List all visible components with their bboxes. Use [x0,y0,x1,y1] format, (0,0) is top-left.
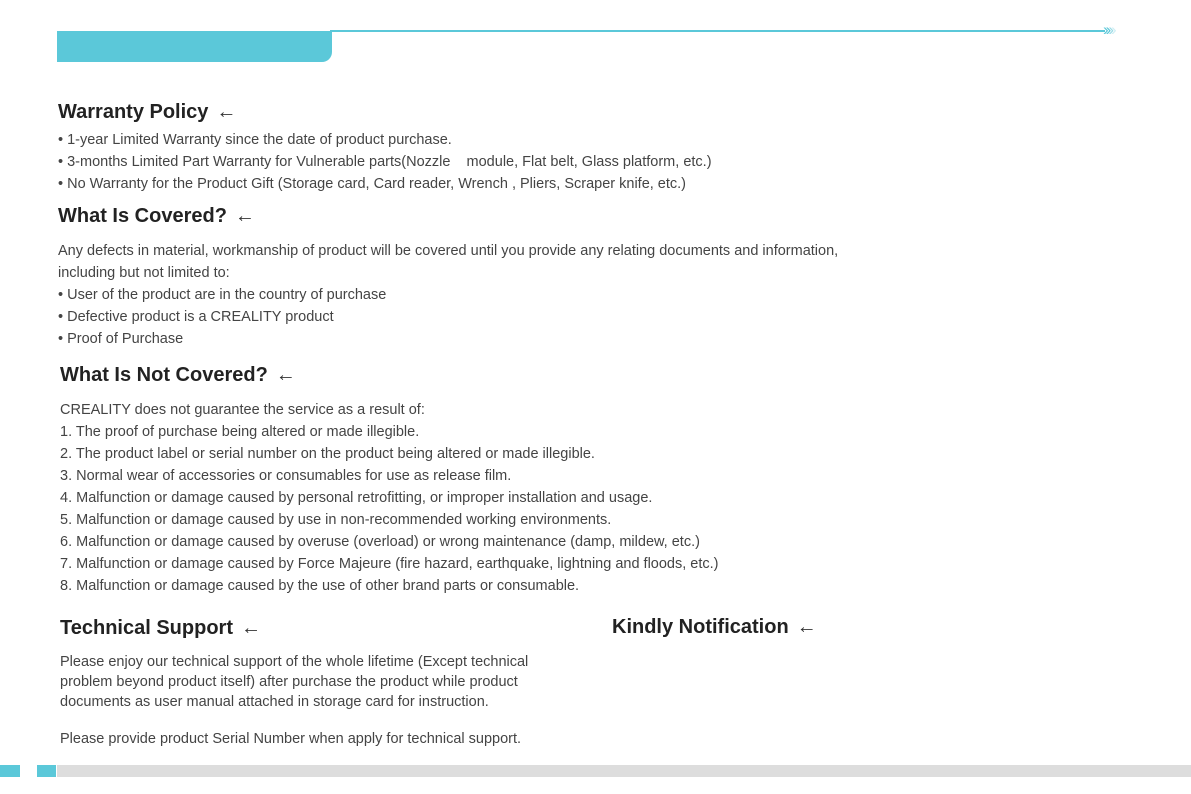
arrow-left-icon: ← [275,364,296,386]
text-line: documents as user manual attached in storage card for instruction. [60,694,489,710]
warranty-policy-heading [58,100,236,124]
list-item: • 1-year Limited Warranty since the date of product purchase. [58,132,452,148]
text-line: including but not limited to: [58,265,230,281]
what-is-not-covered-list [60,399,719,597]
list-item: 7. Malfunction or damage caused by Force Majeure (fire hazard, earthquake, lightning and floods, etc.) [60,556,719,572]
chevron-right-icon: › [1111,20,1114,39]
header-tab [57,31,332,62]
warranty-policy-list [58,129,712,195]
arrow-left-icon: ← [234,205,255,227]
what-is-not-covered-title: What Is Not Covered? [60,364,268,386]
technical-support-paragraph [60,652,528,712]
text-line: Any defects in material, workmanship of product will be covered until you provide any relating documents and information, [58,243,839,259]
arrow-left-icon: ← [796,616,817,638]
footer-accent-square [37,765,56,777]
header-rule [330,30,1105,32]
list-item: • Defective product is a CREALITY product [58,309,334,325]
text-line: Please enjoy our technical support of the whole lifetime (Except technical [60,654,529,670]
list-item: 3. Normal wear of accessories or consumables for use as release film. [60,468,512,484]
chevron-right-icon: › [1108,20,1112,39]
technical-support-serial-note [60,729,521,749]
what-is-covered-title: What Is Covered? [58,205,227,227]
kindly-notification-heading [612,615,817,639]
list-item: • Proof of Purchase [58,331,184,347]
technical-support-heading [60,616,261,640]
chevron-right-icon [1103,20,1114,40]
warranty-policy-title: Warranty Policy [58,101,209,123]
list-item: 8. Malfunction or damage caused by the use of other brand parts or consumable. [60,578,580,594]
what-is-not-covered-heading [60,363,296,387]
footer-bar [57,765,1191,777]
list-item: 6. Malfunction or damage caused by overuse (overload) or wrong maintenance (damp, mildew, etc.) [60,534,700,550]
kindly-notification-title: Kindly Notification [612,616,789,638]
list-item: • User of the product are in the country of purchase [58,287,387,303]
text-line: CREALITY does not guarantee the service as a result of: [60,402,425,418]
chevron-right-icon: › [1105,20,1109,39]
arrow-left-icon: ← [216,101,237,123]
what-is-covered-heading [58,204,255,228]
text-line: problem beyond product itself) after purchase the product while product [60,674,518,690]
text-line: Please provide product Serial Number when apply for technical support. [60,731,522,747]
what-is-covered-text [58,240,838,350]
list-item: 4. Malfunction or damage caused by personal retrofitting, or improper installation and usage. [60,490,653,506]
arrow-left-icon: ← [240,617,261,639]
list-item: • 3-months Limited Part Warranty for Vulnerable parts(Nozzle module, Flat belt, Glass platform, etc.) [58,154,712,170]
list-item: 5. Malfunction or damage caused by use in non-recommended working environments. [60,512,612,528]
list-item: 2. The product label or serial number on the product being altered or made illegible. [60,446,595,462]
chevron-right-icon: › [1103,20,1106,39]
technical-support-title: Technical Support [60,617,233,639]
footer-accent-square [0,765,20,777]
list-item: • No Warranty for the Product Gift (Storage card, Card reader, Wrench , Pliers, Scraper knife, etc.) [58,176,687,192]
list-item: 1. The proof of purchase being altered or made illegible. [60,424,420,440]
